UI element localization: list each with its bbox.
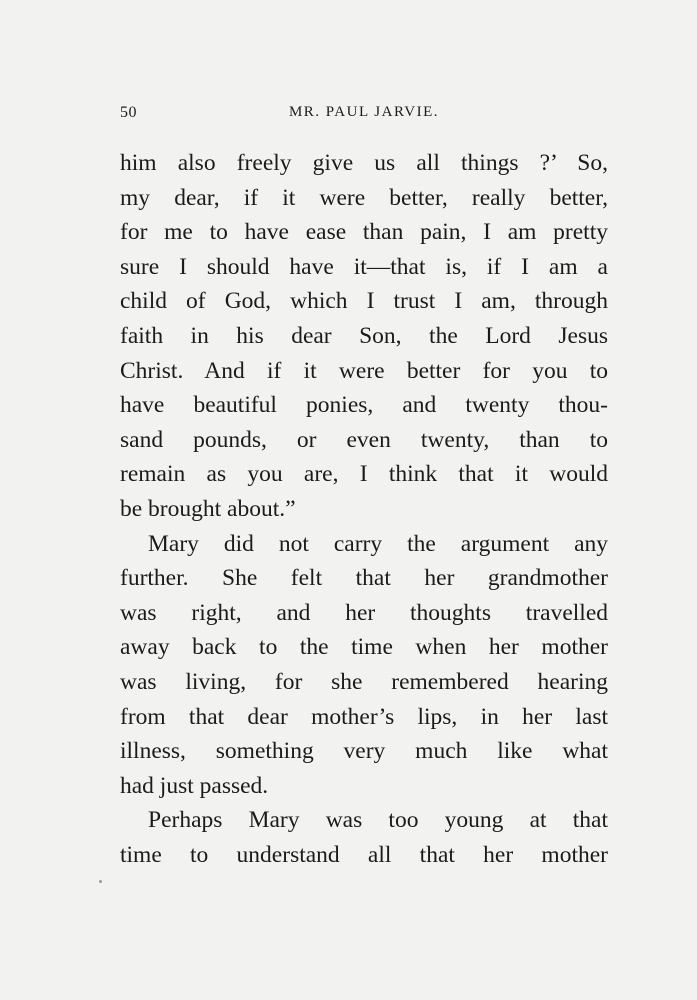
text-line: had just passed.: [120, 772, 269, 799]
running-title: MR. PAUL JARVIE.: [288, 104, 440, 120]
text-line: time to understand all that her mother: [120, 841, 608, 868]
text-line: was right, and her thoughts travelled: [120, 599, 608, 626]
text-line: Perhaps Mary was too young at that: [148, 807, 608, 834]
text-line: illness, something very much like what: [120, 738, 608, 765]
text-line: faith in his dear Son, the Lord Jesus: [120, 322, 608, 349]
text-line: sand pounds, or even twenty, than to: [120, 426, 608, 453]
text-line: away back to the time when her mother: [120, 634, 608, 661]
text-line: further. She felt that her grandmother: [120, 565, 608, 592]
print-speck: [99, 880, 102, 883]
text-line: from that dear mother’s lips, in her last: [120, 703, 608, 730]
page-number: 50: [120, 104, 137, 121]
text-line: for me to have ease than pain, I am pretty: [120, 219, 608, 246]
text-line: child of God, which I trust I am, through: [120, 288, 608, 315]
text-line: have beautiful ponies, and twenty thou-: [120, 392, 608, 419]
text-line: sure I should have it—that is, if I am a: [120, 253, 608, 280]
text-line: remain as you are, I think that it would: [120, 461, 608, 488]
body-text: [120, 146, 608, 872]
text-line: be brought about.”: [120, 495, 296, 522]
text-line: Christ. And if it were better for you to: [120, 357, 608, 384]
text-line: my dear, if it were better, really better,: [120, 184, 608, 211]
page-header: [120, 104, 608, 126]
text-line: was living, for she remembered hearing: [120, 668, 608, 695]
text-line: him also freely give us all things ?’ So,: [120, 150, 608, 176]
text-line: Mary did not carry the argument any: [148, 530, 608, 557]
